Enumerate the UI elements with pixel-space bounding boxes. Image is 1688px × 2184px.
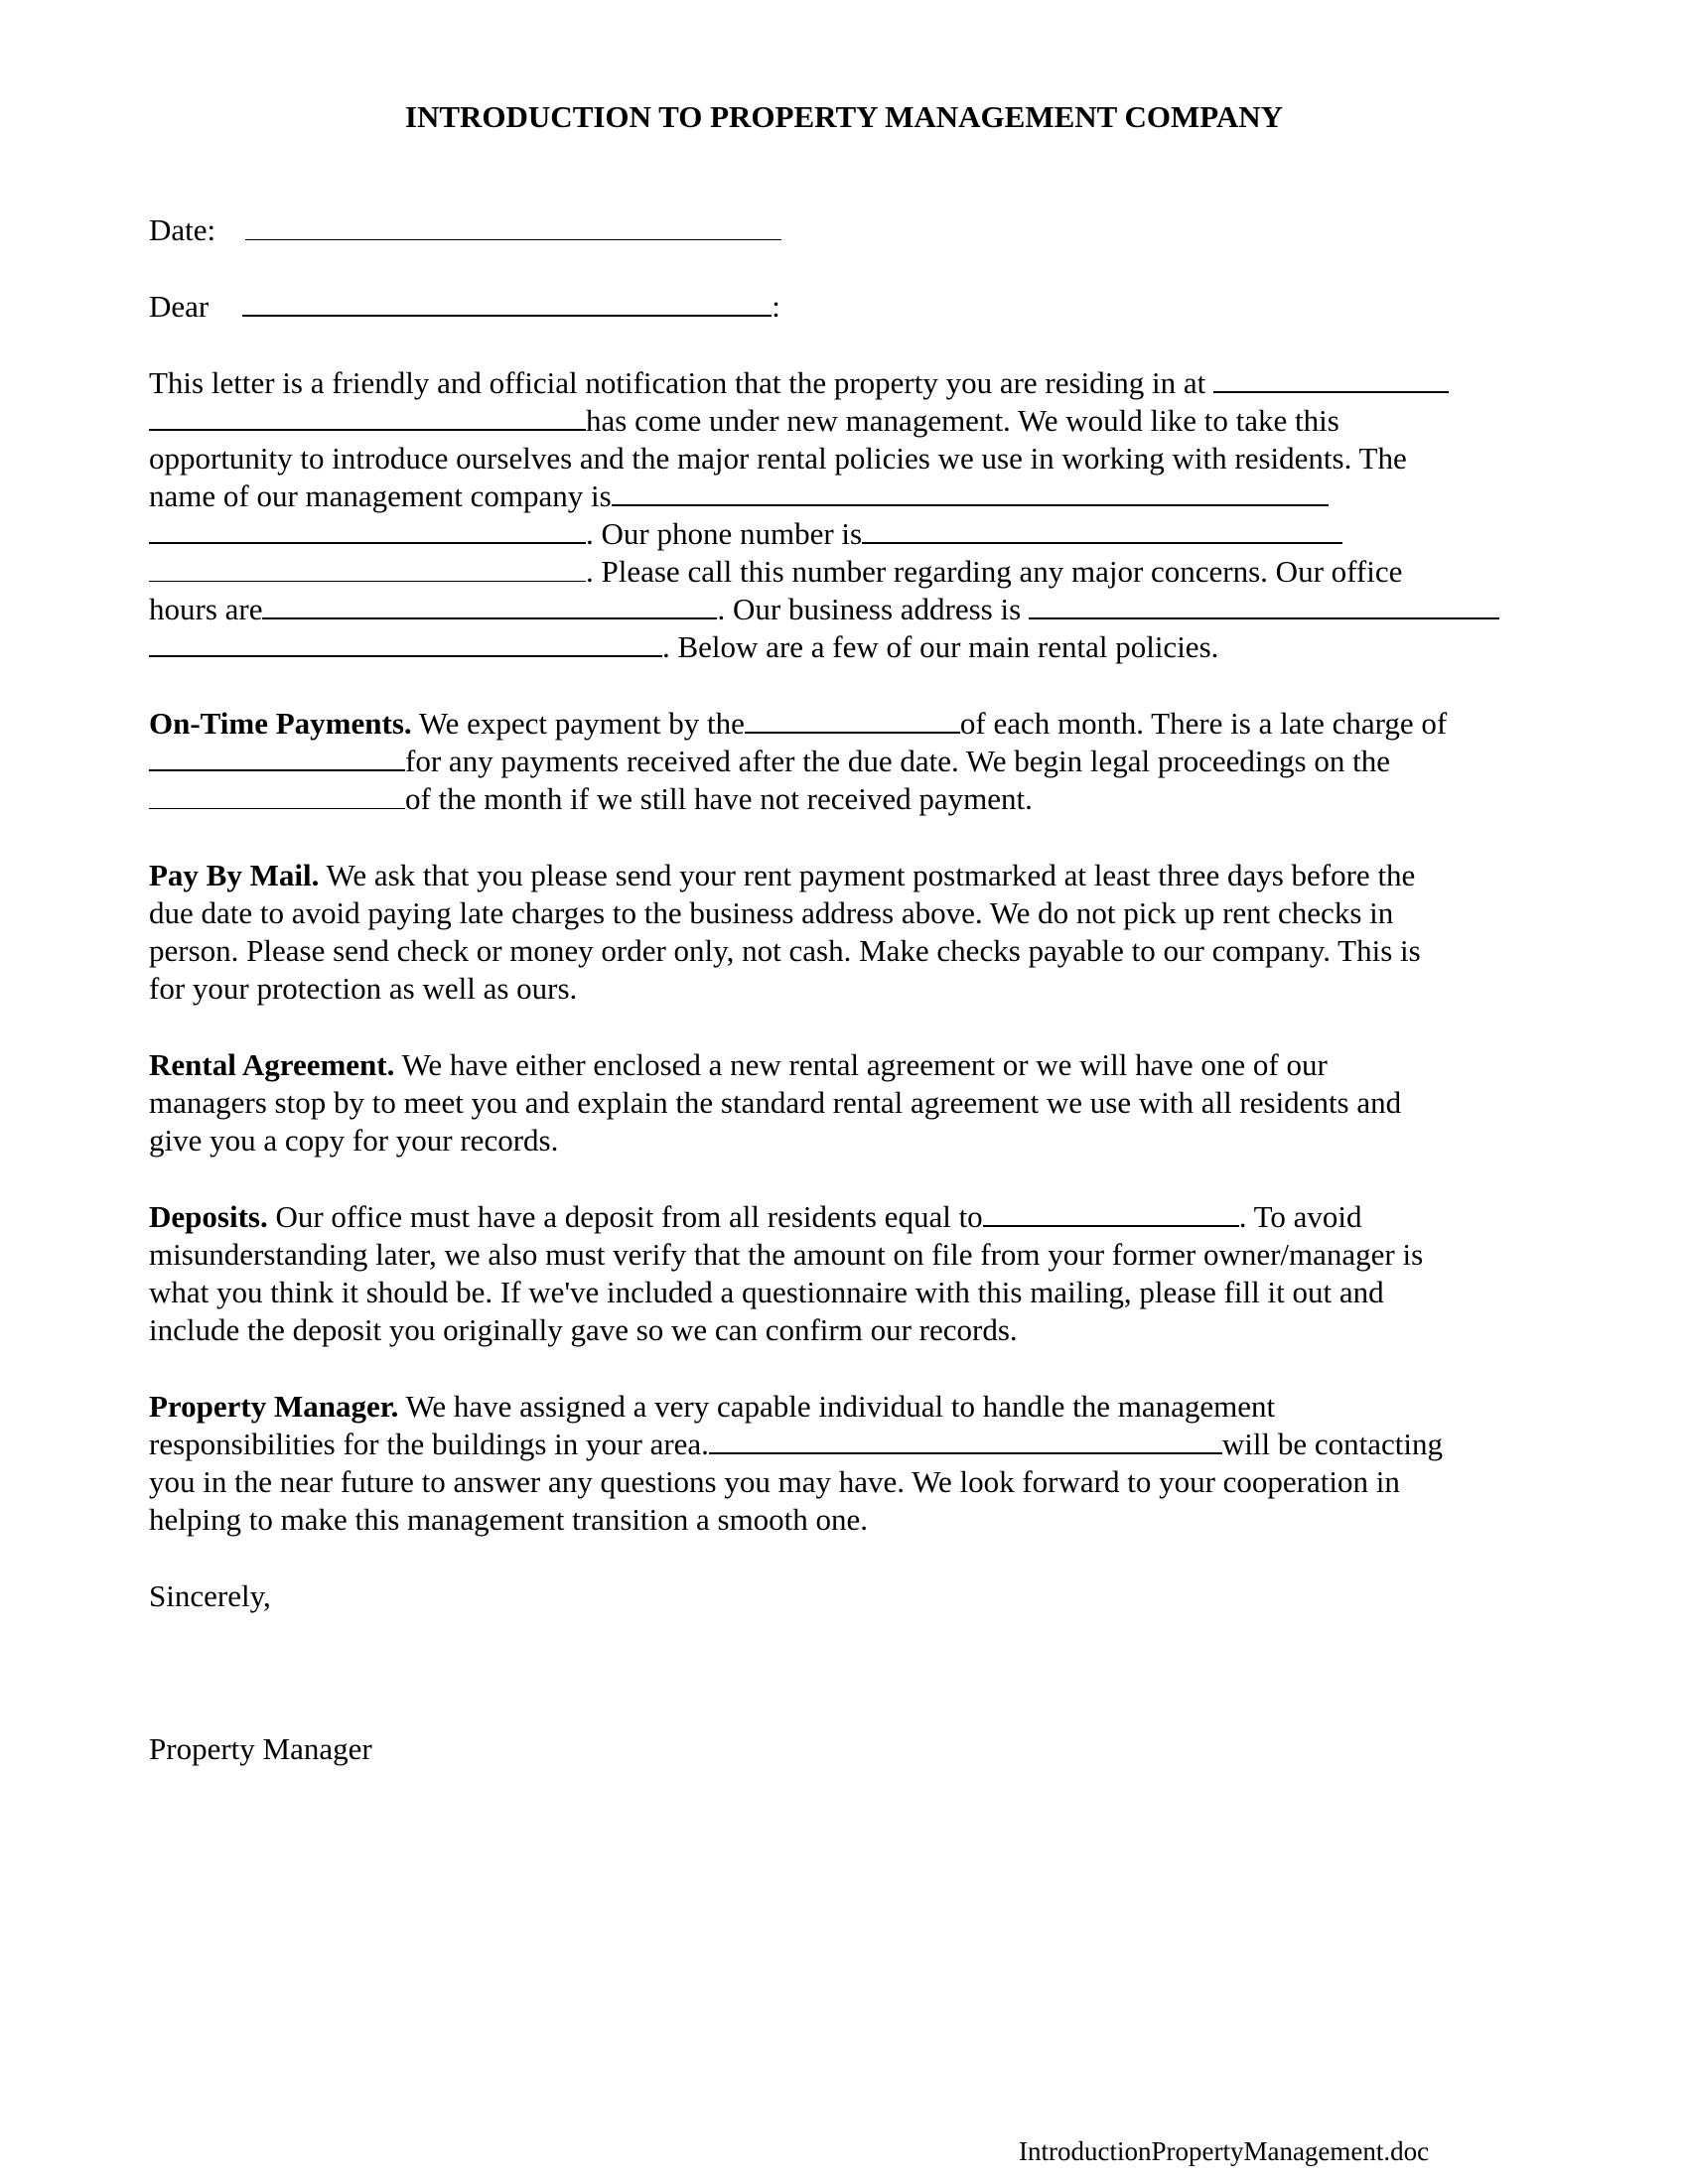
- payments-heading: On-Time Payments.: [149, 706, 412, 741]
- business-address-blank-2[interactable]: [149, 655, 662, 657]
- legal-day-blank[interactable]: [149, 808, 405, 809]
- manager-text: responsibilities for the buildings in your area.: [149, 1427, 709, 1461]
- agreement-heading: Rental Agreement.: [149, 1047, 395, 1082]
- manager-text: will be contacting: [1221, 1427, 1444, 1461]
- agreement-line-2: managers stop by to meet you and explain the standard rental agreement we use with all residents and: [149, 1085, 1402, 1120]
- payments-line-3: [149, 780, 1033, 818]
- company-name-blank-2[interactable]: [149, 542, 586, 544]
- intro-text: . Our phone number is: [586, 516, 863, 551]
- date-label: Date:: [149, 212, 216, 247]
- dear-line: [149, 288, 780, 326]
- payments-text: of the month if we still have not received payment.: [405, 781, 1033, 816]
- manager-heading: Property Manager.: [149, 1389, 399, 1424]
- mail-line-4: for your protection as well as ours.: [149, 971, 578, 1006]
- intro-line-8: [149, 628, 1218, 666]
- agreement-line-1: [149, 1046, 1328, 1084]
- intro-text: . Please call this number regarding any major concerns. Our office: [586, 554, 1403, 589]
- intro-text: . Our business address is: [717, 592, 1022, 626]
- intro-line-5: [149, 515, 1342, 553]
- property-address-blank-2[interactable]: [149, 429, 586, 431]
- due-day-blank[interactable]: [745, 732, 960, 734]
- payments-text: We expect payment by the: [411, 706, 745, 741]
- intro-line-1: [149, 364, 1449, 402]
- deposits-line-4: include the deposit you originally gave so we can confirm our records.: [149, 1312, 1018, 1347]
- dear-label: Dear: [149, 289, 210, 324]
- deposits-line-2: misunderstanding later, we also must verify that the amount on file from your former owner/manager is: [149, 1237, 1424, 1272]
- deposits-heading: Deposits.: [149, 1199, 268, 1234]
- signature-title: Property Manager: [149, 1731, 372, 1766]
- company-name-blank[interactable]: [612, 504, 1329, 506]
- late-charge-blank[interactable]: [149, 769, 405, 771]
- deposits-text: Our office must have a deposit from all residents equal to: [267, 1199, 983, 1234]
- agreement-line-3: give you a copy for your records.: [149, 1123, 559, 1158]
- closing: Sincerely,: [149, 1578, 271, 1613]
- intro-text: hours are: [149, 592, 263, 626]
- document-title: INTRODUCTION TO PROPERTY MANAGEMENT COMPANY: [404, 99, 1284, 134]
- manager-name-blank[interactable]: [709, 1452, 1222, 1454]
- intro-text: . Below are a few of our main rental policies.: [662, 629, 1219, 664]
- intro-line-7: [149, 591, 1499, 628]
- mail-line-3: person. Please send check or money order only, not cash. Make checks payable to our company. This is: [149, 933, 1421, 968]
- manager-line-4: helping to make this management transition a smooth one.: [149, 1502, 869, 1537]
- intro-line-4: [149, 478, 1329, 515]
- payments-text: of each month. There is a late charge of: [959, 706, 1448, 741]
- manager-line-3: you in the near future to answer any questions you may have. We look forward to your cooperation in: [149, 1464, 1400, 1499]
- manager-line-2: [149, 1426, 1443, 1463]
- manager-line-1: [149, 1388, 1275, 1426]
- business-address-blank[interactable]: [1029, 617, 1499, 619]
- payments-line-2: [149, 743, 1390, 780]
- mail-line-1: [149, 857, 1415, 894]
- intro-text: has come under new management. We would like to take this: [586, 403, 1339, 438]
- payments-text: for any payments received after the due date. We begin legal proceedings on the: [405, 744, 1390, 778]
- deposit-amount-blank[interactable]: [983, 1225, 1239, 1227]
- deposits-line-3: what you think it should be. If we've included a questionnaire with this mailing, please fill it out and: [149, 1275, 1384, 1309]
- intro-line-3: opportunity to introduce ourselves and the major rental policies we use in working with residents. The: [149, 441, 1407, 476]
- phone-blank-2[interactable]: [149, 581, 586, 582]
- deposits-text: . To avoid: [1238, 1199, 1362, 1234]
- phone-blank[interactable]: [862, 542, 1342, 544]
- agreement-text: We have either enclosed a new rental agreement or we will have one of our: [394, 1047, 1328, 1082]
- intro-line-2: [149, 402, 1339, 440]
- intro-line-6: [149, 553, 1402, 591]
- recipient-blank[interactable]: [242, 315, 772, 317]
- mail-heading: Pay By Mail.: [149, 858, 320, 892]
- dear-colon: :: [772, 289, 780, 324]
- intro-text: name of our management company is: [149, 478, 612, 513]
- mail-text: We ask that you please send your rent payment postmarked at least three days before the: [319, 858, 1416, 892]
- intro-text: This letter is a friendly and official notification that the property you are residing in at: [149, 365, 1206, 400]
- footer-filename: IntroductionPropertyManagement.doc: [1019, 2136, 1430, 2166]
- date-line: [149, 211, 781, 249]
- date-blank[interactable]: [245, 239, 781, 240]
- manager-text: We have assigned a very capable individual to handle the management: [398, 1389, 1276, 1424]
- deposits-line-1: [149, 1198, 1362, 1236]
- property-address-blank[interactable]: [1213, 391, 1449, 393]
- mail-line-2: due date to avoid paying late charges to the business address above. We do not pick up rent checks in: [149, 895, 1394, 930]
- office-hours-blank[interactable]: [262, 617, 717, 619]
- payments-line-1: [149, 705, 1447, 743]
